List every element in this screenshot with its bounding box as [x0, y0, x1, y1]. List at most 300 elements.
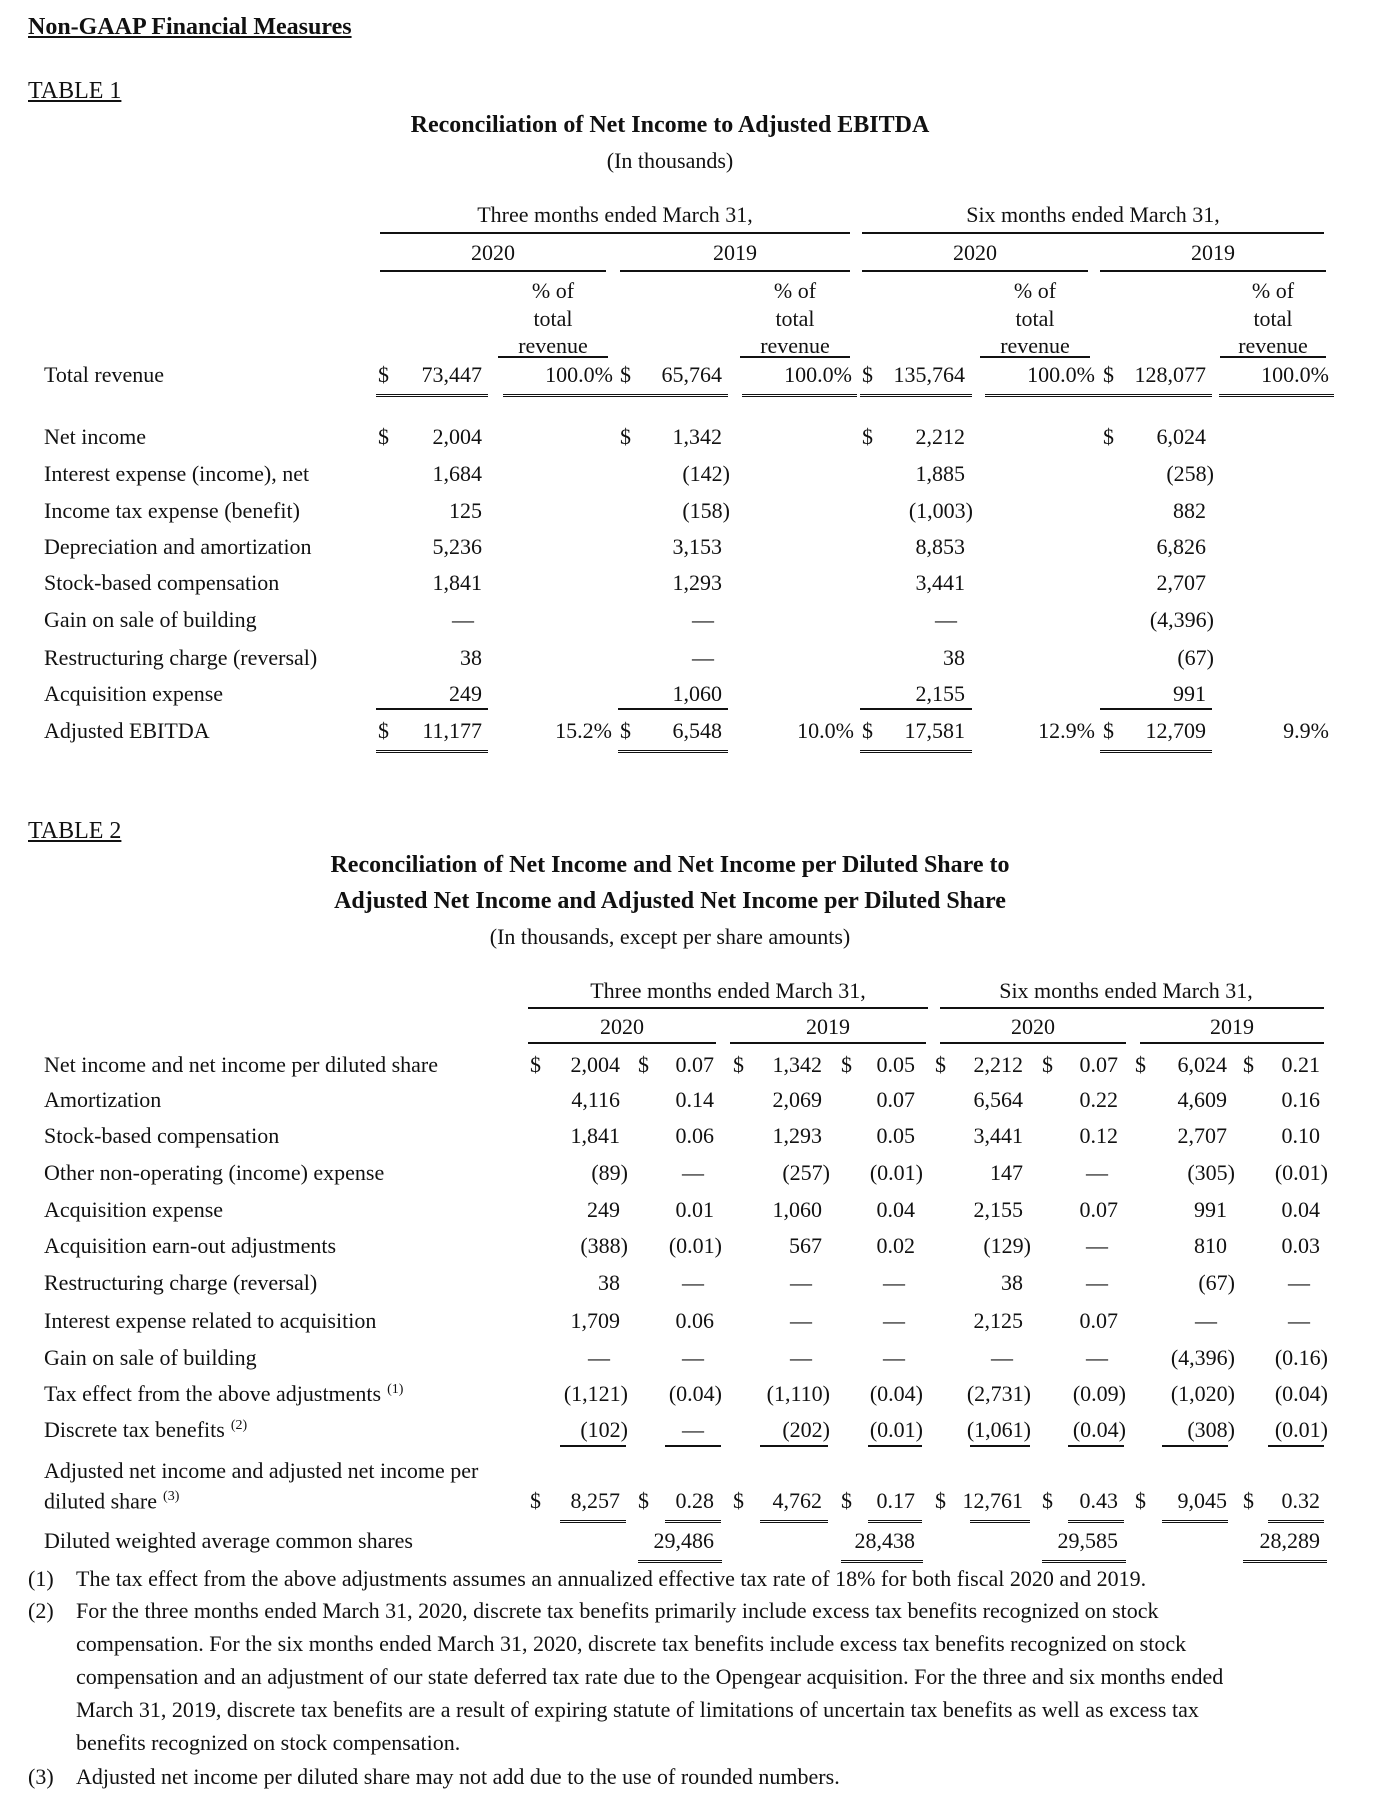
diluted-shares-value: 29,585: [1057, 1528, 1118, 1553]
table2-cell-value: 3,441: [973, 1123, 1023, 1148]
subtotal-rule: [1100, 708, 1212, 710]
total-revenue-pct: 100.0%: [545, 362, 613, 387]
table1-cell-value: 249: [449, 681, 482, 706]
row-label-text: Net income and net income per diluted share: [44, 1052, 439, 1077]
table1-cell-value: 1,342: [672, 424, 722, 449]
adjusted-net-income-value: 4,762: [772, 1488, 822, 1513]
total-revenue-value: 135,764: [893, 362, 965, 387]
table2-cell-value: 0.22: [1079, 1087, 1118, 1112]
double-rule: [1068, 1516, 1124, 1523]
subtotal-rule: [1162, 1445, 1228, 1447]
dollar-sign: $: [935, 1052, 946, 1077]
pct-header-line3: revenue: [1000, 333, 1070, 354]
table2-cell-value: 0.07: [1079, 1308, 1118, 1333]
table2-year-header: 2020: [1011, 1014, 1055, 1039]
table2-heading-line2: Adjusted Net Income and Adjusted Net Income per Diluted Share: [334, 888, 1006, 914]
table2-cell-value: —: [1288, 1270, 1310, 1295]
table1-cell-value: 1,841: [432, 570, 482, 595]
table2-cell-value: 2,155: [973, 1197, 1023, 1222]
table2-cell-value: 0.14: [675, 1087, 714, 1112]
pct-header-line3: revenue: [760, 333, 830, 354]
adjusted-ebitda-value: 17,581: [904, 718, 965, 743]
dollar-sign: $: [1103, 718, 1114, 743]
row-label-text: Amortization: [44, 1087, 162, 1112]
table2-year-rule: [1140, 1042, 1324, 1044]
dollar-sign: $: [1042, 1488, 1053, 1513]
adjusted-net-income-value: 0.43: [1079, 1488, 1118, 1513]
double-rule: [376, 746, 488, 753]
total-revenue-value: 73,447: [421, 362, 482, 387]
table2-cell-value: (0.04): [1274, 1381, 1328, 1406]
double-rule: [503, 390, 618, 397]
pct-header-line3: revenue: [1238, 333, 1308, 354]
double-rule: [1042, 1556, 1126, 1563]
footnote-text-line: March 31, 2019, discrete tax benefits are a result of expiring statute of limitations of uncertain tax benefits as well as excess tax: [76, 1697, 1199, 1722]
subtotal-rule: [376, 708, 488, 710]
double-rule: [970, 1516, 1030, 1523]
pct-header-line2: total: [1015, 306, 1055, 331]
table1-period-three: Three months ended March 31,: [477, 202, 753, 227]
table1-cell-value: 3,153: [672, 534, 722, 559]
table2-row-label: [44, 1087, 161, 1113]
dollar-sign: $: [841, 1052, 852, 1077]
table1-cell-value: —: [935, 607, 957, 632]
row-label-text: Discrete tax benefits: [44, 1417, 225, 1442]
table2-cell-value: —: [682, 1270, 704, 1295]
table2-cell-value: 0.05: [876, 1052, 915, 1077]
table2-cell-value: 38: [1001, 1270, 1023, 1295]
table2-cell-value: (0.01): [869, 1160, 923, 1185]
table2-cell-value: —: [682, 1417, 704, 1442]
diluted-shares-value: 28,289: [1259, 1528, 1320, 1553]
dollar-sign: $: [1103, 362, 1114, 387]
table2-cell-value: (1,020): [1170, 1381, 1235, 1406]
table2-row-label: [44, 1052, 438, 1078]
table2-cell-value: 0.04: [1281, 1197, 1320, 1222]
adjusted-net-income-value: 9,045: [1177, 1488, 1227, 1513]
dollar-sign: $: [733, 1488, 744, 1513]
table2-heading-line1: Reconciliation of Net Income and Net Income per Diluted Share to: [330, 852, 1010, 878]
subtotal-rule: [1268, 1445, 1324, 1447]
table1-cell-value: 5,236: [432, 534, 482, 559]
table1-row-label: Interest expense (income), net: [44, 461, 310, 486]
row-label-total-revenue: Total revenue: [44, 362, 165, 387]
table1-cell-value: —: [692, 607, 714, 632]
table2-cell-value: (0.16): [1274, 1345, 1328, 1370]
dollar-sign: $: [378, 362, 389, 387]
table2-year-rule: [528, 1042, 716, 1044]
subtotal-rule: [868, 1445, 922, 1447]
table2-cell-value: (0.04): [668, 1381, 722, 1406]
table1-cell-value: (1,003): [908, 498, 973, 523]
table1-cell-value: 8,853: [915, 534, 965, 559]
table2-period-three: Three months ended March 31,: [590, 978, 866, 1003]
table2-year-header: 2019: [1210, 1014, 1254, 1039]
double-rule: [376, 390, 488, 397]
dollar-sign: $: [638, 1488, 649, 1513]
table1-cell-value: (4,396): [1149, 607, 1214, 632]
adjusted-ebitda-pct: 12.9%: [1038, 718, 1095, 743]
table2-cell-value: 0.04: [876, 1197, 915, 1222]
table2-year-header: 2020: [600, 1014, 644, 1039]
double-rule: [860, 390, 972, 397]
subtotal-rule: [1068, 1445, 1124, 1447]
table2-row-label: [44, 1417, 247, 1443]
pct-header-rule: [740, 356, 850, 358]
table2-cell-value: 4,116: [571, 1087, 620, 1112]
table2-cell-value: 0.05: [876, 1123, 915, 1148]
table1-row-label: Gain on sale of building: [44, 607, 257, 632]
table2-period-six-rule: [940, 1007, 1324, 1009]
footnote-number: (2): [28, 1598, 54, 1623]
table2-cell-value: (2,731): [966, 1381, 1031, 1406]
table1-cell-value: 882: [1173, 498, 1206, 523]
table2-cell-value: —: [1086, 1270, 1108, 1295]
adjusted-ebitda-value: 11,177: [422, 718, 482, 743]
table1-cell-value: —: [692, 645, 714, 670]
double-rule: [560, 1516, 626, 1523]
dollar-sign: $: [620, 424, 631, 449]
table2-cell-value: 1,841: [570, 1123, 620, 1148]
table2-cell-value: 1,293: [772, 1123, 822, 1148]
table2-row-label: [44, 1123, 279, 1149]
footnote-reference: (3): [163, 1489, 180, 1504]
table2-cell-value: 0.21: [1281, 1052, 1320, 1077]
table2-cell-value: 4,609: [1177, 1087, 1227, 1112]
table2-cell-value: 1,709: [570, 1308, 620, 1333]
total-revenue-pct: 100.0%: [784, 362, 852, 387]
table2-cell-value: (0.01): [1274, 1160, 1328, 1185]
table2-cell-value: (1,110): [766, 1381, 830, 1406]
table2-year-rule: [940, 1042, 1126, 1044]
adjusted-ebitda-pct: 10.0%: [797, 718, 854, 743]
table2-cell-value: 2,004: [570, 1052, 620, 1077]
table2-cell-value: 0.03: [1281, 1233, 1320, 1258]
diluted-shares-value: 28,438: [854, 1528, 915, 1553]
double-rule: [1162, 1516, 1228, 1523]
double-rule: [618, 390, 728, 397]
table1-cell-value: 6,024: [1156, 424, 1206, 449]
table1-cell-value: —: [452, 607, 474, 632]
table2-cell-value: —: [883, 1308, 905, 1333]
pct-header-line1: % of: [1251, 278, 1295, 303]
table2-cell-value: 810: [1194, 1233, 1227, 1258]
table2-cell-value: 0.02: [876, 1233, 915, 1258]
total-revenue-pct: 100.0%: [1261, 362, 1329, 387]
table1-row-label: Net income: [44, 424, 147, 449]
table1-year-rule: [380, 270, 606, 272]
adjusted-net-income-value: 0.32: [1281, 1488, 1320, 1513]
table1-cell-value: 125: [449, 498, 482, 523]
dollar-sign: $: [638, 1052, 649, 1077]
table2-label: TABLE 2: [28, 818, 122, 844]
footnote-text: Adjusted net income per diluted share may not add due to the use of rounded numbers.: [76, 1764, 840, 1789]
pct-header-rule: [498, 356, 608, 358]
table1-row-label: Stock-based compensation: [44, 570, 280, 595]
row-label-text: Restructuring charge (reversal): [44, 1270, 318, 1295]
table2-row-label: [44, 1308, 376, 1334]
page-title: Non-GAAP Financial Measures: [28, 14, 352, 40]
table1-cell-value: 38: [943, 645, 965, 670]
table2-cell-value: 249: [587, 1197, 620, 1222]
table2-cell-value: —: [1086, 1233, 1108, 1258]
table2-cell-value: 6,564: [973, 1087, 1023, 1112]
pct-header-line2: total: [1253, 306, 1293, 331]
table1-year-rule: [1100, 270, 1326, 272]
table2-cell-value: —: [588, 1345, 610, 1370]
subtotal-rule: [970, 1445, 1030, 1447]
double-rule: [742, 390, 857, 397]
subtotal-rule: [760, 1445, 828, 1447]
table1-heading: Reconciliation of Net Income to Adjusted EBITDA: [410, 112, 930, 138]
table2-cell-value: (0.09): [1072, 1381, 1126, 1406]
adjusted-ebitda-value: 12,709: [1145, 718, 1206, 743]
table2-cell-value: 0.07: [1079, 1197, 1118, 1222]
table1-year-header: 2019: [713, 240, 757, 265]
pct-header-rule: [1220, 356, 1326, 358]
table2-row-label: [44, 1233, 336, 1259]
row-label-text: Stock-based compensation: [44, 1123, 280, 1148]
dollar-sign: $: [1042, 1052, 1053, 1077]
table1-cell-value: (67): [1177, 645, 1214, 670]
pct-header-line2: total: [775, 306, 815, 331]
dollar-sign: $: [620, 362, 631, 387]
table2-cell-value: (1,061): [966, 1417, 1031, 1442]
double-rule: [1219, 390, 1334, 397]
double-rule: [985, 390, 1100, 397]
table1-year-header: 2020: [471, 240, 515, 265]
table2-cell-value: 2,707: [1177, 1123, 1227, 1148]
table2-cell-value: 0.07: [1079, 1052, 1118, 1077]
table1-year-header: 2019: [1191, 240, 1235, 265]
pct-header-line1: % of: [531, 278, 575, 303]
dollar-sign: $: [530, 1052, 541, 1077]
subtotal-rule: [560, 1445, 626, 1447]
table1-row-label: Restructuring charge (reversal): [44, 645, 318, 670]
table2-cell-value: 1,342: [772, 1052, 822, 1077]
table1-label: TABLE 1: [28, 78, 122, 104]
table1-cell-value: 6,826: [1156, 534, 1206, 559]
adjusted-net-income-value: 8,257: [570, 1488, 620, 1513]
table2-cell-value: —: [790, 1308, 812, 1333]
label-line: Adjusted net income and adjusted net income per: [44, 1458, 479, 1483]
table2-cell-value: —: [790, 1270, 812, 1295]
dollar-sign: $: [1135, 1052, 1146, 1077]
table2-cell-value: 0.01: [675, 1197, 714, 1222]
double-rule: [1243, 1556, 1327, 1563]
total-revenue-value: 65,764: [661, 362, 722, 387]
table1-cell-value: 2,004: [432, 424, 482, 449]
footnote-reference: (1): [387, 1381, 404, 1397]
pct-header-line1: % of: [1013, 278, 1057, 303]
table1-row-label: Acquisition expense: [44, 681, 224, 706]
total-revenue-value: 128,077: [1134, 362, 1206, 387]
table1-period-six: Six months ended March 31,: [966, 202, 1220, 227]
table1-cell-value: 3,441: [915, 570, 965, 595]
table2-cell-value: (0.04): [1072, 1417, 1126, 1442]
table2-subheading: (In thousands, except per share amounts): [489, 924, 851, 949]
table2-cell-value: (305): [1187, 1160, 1235, 1185]
table1-cell-value: 1,684: [432, 461, 482, 486]
double-rule: [860, 746, 972, 753]
table2-cell-value: 38: [598, 1270, 620, 1295]
footnote-text-line: compensation. For the six months ended March 31, 2020, discrete tax benefits include excess tax benefits recognized on stock: [76, 1631, 1187, 1656]
double-rule: [760, 1516, 828, 1523]
subtotal-rule: [618, 708, 728, 710]
dollar-sign: $: [862, 362, 873, 387]
table2-row-label: [44, 1160, 384, 1186]
row-label-text: Acquisition earn-out adjustments: [44, 1233, 337, 1258]
table1-cell-value: 1,293: [672, 570, 722, 595]
row-label-text: Acquisition expense: [44, 1197, 224, 1222]
footnote-text: The tax effect from the above adjustments assumes an annualized effective tax rate of 18% for both fiscal 2020 and 2019.: [76, 1566, 1147, 1591]
pct-header-rule: [980, 356, 1090, 358]
row-label-adjusted-net-income: [44, 1458, 478, 1514]
table2-period-three-rule: [528, 1007, 928, 1009]
adjusted-net-income-value: 12,761: [962, 1488, 1023, 1513]
table2-cell-value: (129): [983, 1233, 1031, 1258]
table2-year-header: 2019: [806, 1014, 850, 1039]
table1-period-six-rule: [862, 232, 1324, 234]
table2-cell-value: 0.06: [675, 1123, 714, 1148]
table1-row-label: Depreciation and amortization: [44, 534, 312, 559]
table1-cell-value: 38: [460, 645, 482, 670]
table2-cell-value: (4,396): [1170, 1345, 1235, 1370]
table1-year-rule: [620, 270, 850, 272]
adjusted-ebitda-pct: 9.9%: [1283, 718, 1329, 743]
table2-year-rule: [730, 1042, 926, 1044]
table2-cell-value: 6,024: [1177, 1052, 1227, 1077]
table2-cell-value: (89): [591, 1160, 628, 1185]
table2-cell-value: (1,121): [563, 1381, 628, 1406]
double-rule: [665, 1516, 721, 1523]
table1-cell-value: 2,155: [915, 681, 965, 706]
table2-cell-value: 0.07: [675, 1052, 714, 1077]
table2-cell-value: 2,212: [973, 1052, 1023, 1077]
label-text: diluted share: [44, 1488, 158, 1514]
double-rule: [1100, 390, 1212, 397]
table2-cell-value: 0.06: [675, 1308, 714, 1333]
table2-cell-value: —: [1086, 1160, 1108, 1185]
table2-row-label: [44, 1345, 257, 1371]
adjusted-net-income-value: 0.28: [675, 1488, 714, 1513]
pct-header-line2: total: [533, 306, 573, 331]
row-label-text: Other non-operating (income) expense: [44, 1160, 385, 1185]
adjusted-ebitda-pct: 15.2%: [555, 718, 612, 743]
table1-cell-value: 991: [1173, 681, 1206, 706]
dollar-sign: $: [733, 1052, 744, 1077]
table1-period-three-rule: [380, 232, 850, 234]
dollar-sign: $: [530, 1488, 541, 1513]
subtotal-rule: [665, 1445, 721, 1447]
adjusted-ebitda-value: 6,548: [672, 718, 722, 743]
double-rule: [841, 1556, 923, 1563]
table1-cell-value: 2,212: [915, 424, 965, 449]
table1-cell-value: 1,060: [672, 681, 722, 706]
table2-row-label: [44, 1381, 403, 1407]
double-rule: [1268, 1516, 1324, 1523]
footnote-reference: (2): [230, 1417, 248, 1433]
dollar-sign: $: [935, 1488, 946, 1513]
dollar-sign: $: [620, 718, 631, 743]
table1-cell-value: (258): [1166, 461, 1214, 486]
table2-cell-value: (0.01): [869, 1417, 923, 1442]
dollar-sign: $: [1243, 1052, 1254, 1077]
pct-header-line3: revenue: [518, 333, 588, 354]
table2-cell-value: 567: [789, 1233, 822, 1258]
table2-cell-value: (0.01): [668, 1233, 722, 1258]
table2-cell-value: 0.07: [876, 1087, 915, 1112]
double-rule: [1100, 746, 1212, 753]
table2-cell-value: 0.12: [1079, 1123, 1118, 1148]
table1-year-header: 2020: [953, 240, 997, 265]
table1-row-label: Income tax expense (benefit): [44, 498, 300, 523]
dollar-sign: $: [1135, 1488, 1146, 1513]
adjusted-net-income-value: 0.17: [876, 1488, 915, 1513]
table2-cell-value: —: [991, 1345, 1013, 1370]
table2-cell-value: (0.01): [1274, 1417, 1328, 1442]
footnote-number: (1): [28, 1566, 54, 1591]
table2-cell-value: (67): [1198, 1270, 1235, 1295]
table2-row-label: [44, 1270, 317, 1296]
table2-cell-value: 2,125: [973, 1308, 1023, 1333]
table2-period-six: Six months ended March 31,: [999, 978, 1253, 1003]
table1-cell-value: 2,707: [1156, 570, 1206, 595]
table2-cell-value: —: [682, 1345, 704, 1370]
table2-cell-value: 0.16: [1281, 1087, 1320, 1112]
table1-cell-value: (158): [682, 498, 730, 523]
table2-cell-value: (0.04): [869, 1381, 923, 1406]
dollar-sign: $: [862, 424, 873, 449]
row-label-adjusted-ebitda: Adjusted EBITDA: [44, 718, 210, 743]
table2-cell-value: 147: [990, 1160, 1023, 1185]
table1-year-rule: [862, 270, 1088, 272]
table2-cell-value: —: [1288, 1308, 1310, 1333]
table2-cell-value: —: [790, 1345, 812, 1370]
table2-cell-value: (257): [782, 1160, 830, 1185]
diluted-shares-value: 29,486: [653, 1528, 714, 1553]
total-revenue-pct: 100.0%: [1027, 362, 1095, 387]
label-line: [44, 1484, 478, 1514]
table2-cell-value: 1,060: [772, 1197, 822, 1222]
table1-cell-value: 1,885: [915, 461, 965, 486]
double-rule: [618, 746, 728, 753]
footnote-text-line: compensation and an adjustment of our state deferred tax rate due to the Opengear acquisition. For the three and six months ended: [76, 1664, 1224, 1689]
double-rule: [868, 1516, 922, 1523]
table2-cell-value: 991: [1194, 1197, 1227, 1222]
pct-header-line1: % of: [773, 278, 817, 303]
dollar-sign: $: [378, 718, 389, 743]
dollar-sign: $: [1243, 1488, 1254, 1513]
table2-row-label: [44, 1197, 223, 1223]
table2-cell-value: —: [682, 1160, 704, 1185]
table1-subheading: (In thousands): [606, 148, 734, 173]
table2-cell-value: (202): [782, 1417, 830, 1442]
table2-cell-value: 2,069: [772, 1087, 822, 1112]
row-label-text: Interest expense related to acquisition: [44, 1308, 377, 1333]
footnote-text-line: benefits recognized on stock compensation.: [76, 1730, 461, 1755]
double-rule: [638, 1556, 722, 1563]
table2-cell-value: —: [1086, 1345, 1108, 1370]
table2-cell-value: —: [883, 1345, 905, 1370]
footnote-text-line: For the three months ended March 31, 2020, discrete tax benefits primarily include excess tax benefits recognized on stock: [76, 1598, 1159, 1623]
table2-cell-value: (102): [580, 1417, 628, 1442]
dollar-sign: $: [862, 718, 873, 743]
dollar-sign: $: [841, 1488, 852, 1513]
dollar-sign: $: [1103, 424, 1114, 449]
table2-cell-value: (388): [580, 1233, 628, 1258]
row-label-text: Tax effect from the above adjustments: [44, 1381, 382, 1406]
